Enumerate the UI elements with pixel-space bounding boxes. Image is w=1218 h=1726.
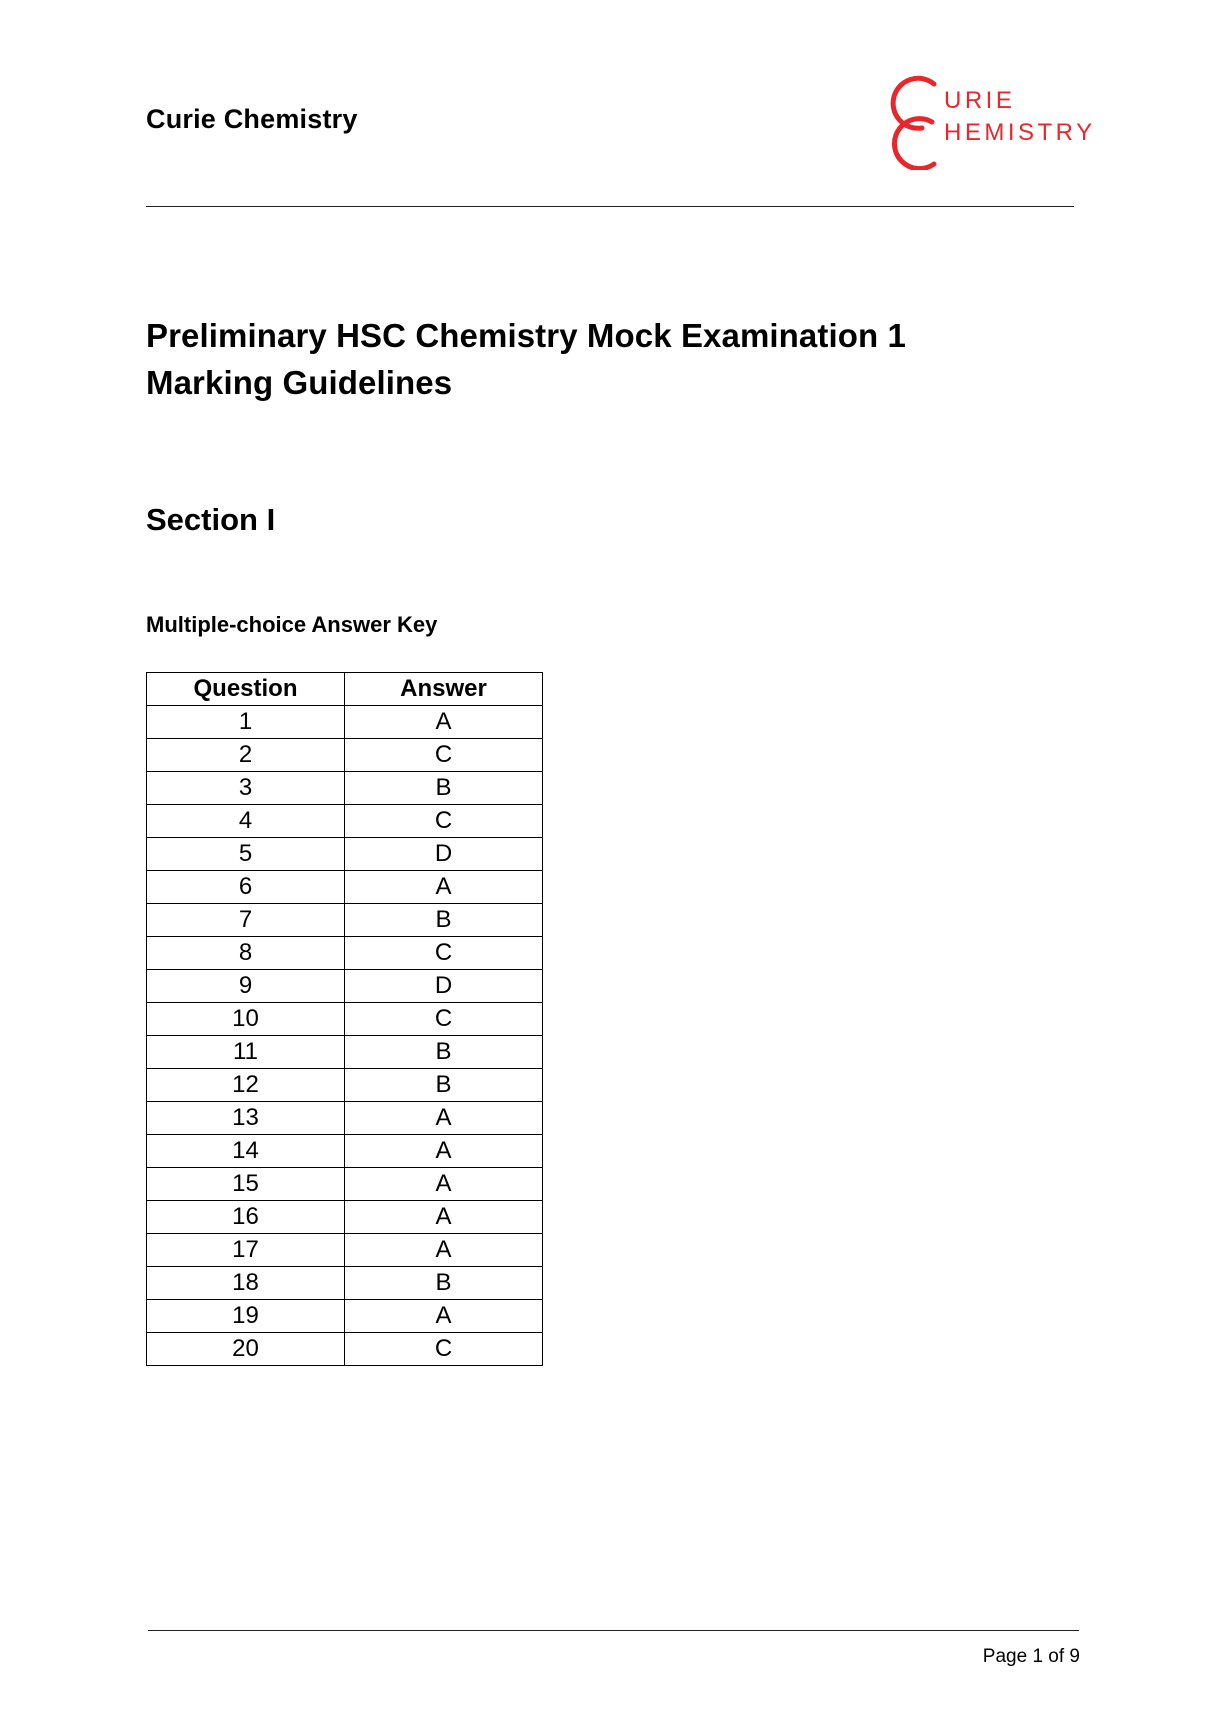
question-number-cell: 20 [147, 1333, 345, 1366]
answer-cell: D [345, 838, 543, 871]
answer-cell: B [345, 1036, 543, 1069]
answer-cell: C [345, 1003, 543, 1036]
question-number-cell: 11 [147, 1036, 345, 1069]
table-row [147, 1102, 543, 1135]
question-number-cell: 13 [147, 1102, 345, 1135]
table-row [147, 871, 543, 904]
table-row [147, 904, 543, 937]
answer-key-heading: Multiple-choice Answer Key [146, 612, 438, 637]
logo-text-line1: URIE [944, 87, 1016, 114]
answer-cell: C [345, 937, 543, 970]
question-number-cell: 8 [147, 937, 345, 970]
question-number-cell: 3 [147, 772, 345, 805]
answer-cell: C [345, 805, 543, 838]
curie-chemistry-logo [876, 70, 1096, 170]
question-number-cell: 4 [147, 805, 345, 838]
table-row [147, 1069, 543, 1102]
header-divider [146, 206, 1074, 207]
question-number-cell: 7 [147, 904, 345, 937]
question-number-cell: 9 [147, 970, 345, 1003]
question-number-cell: 17 [147, 1234, 345, 1267]
title-line-2: Marking Guidelines [146, 364, 453, 401]
table-row [147, 772, 543, 805]
page-number: Page 1 of 9 [982, 1646, 1080, 1667]
table-row [147, 1333, 543, 1366]
question-number-cell: 2 [147, 739, 345, 772]
question-number-cell: 19 [147, 1300, 345, 1333]
table-row [147, 1168, 543, 1201]
table-row [147, 706, 543, 739]
answer-cell: C [345, 739, 543, 772]
question-number-cell: 6 [147, 871, 345, 904]
question-number-cell: 18 [147, 1267, 345, 1300]
answer-cell: B [345, 772, 543, 805]
question-number-cell: 16 [147, 1201, 345, 1234]
answer-cell: A [345, 871, 543, 904]
table-row [147, 1036, 543, 1069]
logo-text-line2: HEMISTRY [944, 119, 1096, 146]
footer-divider [148, 1630, 1079, 1631]
answer-cell: D [345, 970, 543, 1003]
answer-cell: A [345, 1135, 543, 1168]
answer-cell: A [345, 1102, 543, 1135]
answer-cell: B [345, 1267, 543, 1300]
answer-cell: A [345, 1201, 543, 1234]
table-row [147, 970, 543, 1003]
document-title [146, 312, 906, 406]
table-row [147, 1201, 543, 1234]
table-row [147, 1234, 543, 1267]
table-row [147, 1135, 543, 1168]
question-number-cell: 1 [147, 706, 345, 739]
answer-key-table [146, 672, 543, 1366]
answer-cell: A [345, 1234, 543, 1267]
column-header-question: Question [147, 673, 345, 706]
table-row [147, 1003, 543, 1036]
question-number-cell: 14 [147, 1135, 345, 1168]
table-row [147, 838, 543, 871]
question-number-cell: 10 [147, 1003, 345, 1036]
question-number-cell: 5 [147, 838, 345, 871]
table-header-row [147, 673, 543, 706]
answer-cell: A [345, 1300, 543, 1333]
question-number-cell: 12 [147, 1069, 345, 1102]
question-number-cell: 15 [147, 1168, 345, 1201]
title-line-1: Preliminary HSC Chemistry Mock Examination 1 [146, 317, 906, 354]
table-row [147, 937, 543, 970]
section-heading: Section I [146, 502, 276, 537]
answer-cell: C [345, 1333, 543, 1366]
column-header-answer: Answer [345, 673, 543, 706]
table-row [147, 1300, 543, 1333]
table-row [147, 805, 543, 838]
header-name: Curie Chemistry [146, 104, 358, 134]
answer-cell: B [345, 1069, 543, 1102]
table-body [147, 706, 543, 1366]
answer-cell: A [345, 706, 543, 739]
table-row [147, 1267, 543, 1300]
table-row [147, 739, 543, 772]
answer-cell: A [345, 1168, 543, 1201]
answer-cell: B [345, 904, 543, 937]
